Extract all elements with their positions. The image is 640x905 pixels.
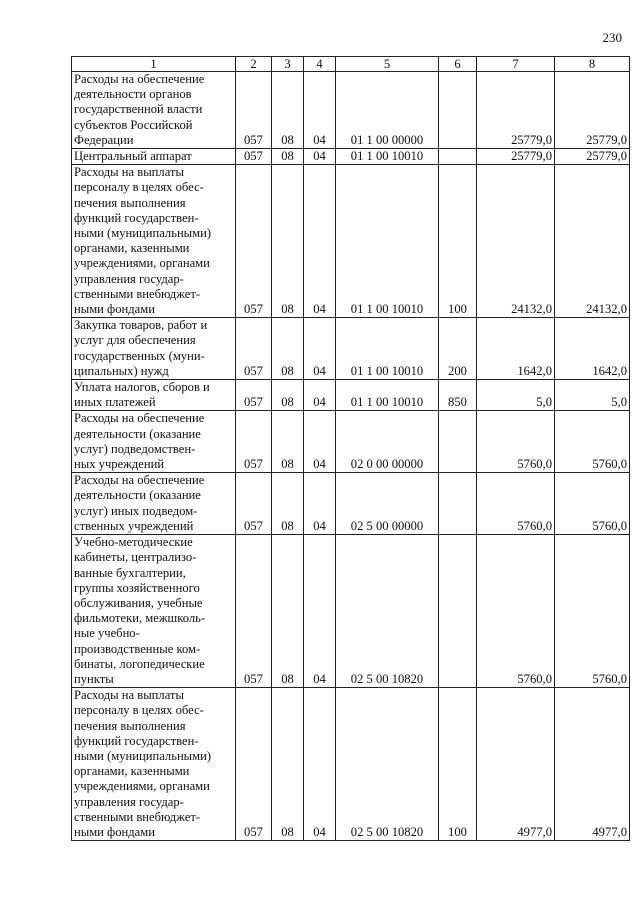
section-code-cell: 08 (272, 535, 304, 688)
ministry-code-cell: 057 (236, 165, 272, 318)
expense-name-line: услуг) иных подведом- (74, 503, 198, 518)
expense-name-cell (72, 149, 236, 165)
column-header: 8 (555, 57, 630, 72)
expense-name-line: ственными внебюджет- (74, 809, 201, 824)
table-row (72, 72, 630, 149)
expense-name-line: группы хозяйственного (74, 580, 200, 595)
amount-cell: 5760,0 (555, 411, 630, 473)
expense-name-line: пункты (74, 671, 114, 686)
budget-table (71, 56, 630, 841)
expense-name-line: субъектов Российской (74, 117, 193, 132)
expense-name-line: бинаты, логопедические (74, 656, 205, 671)
target-article-cell: 01 1 00 00000 (336, 72, 439, 149)
section-code-cell: 08 (272, 72, 304, 149)
amount-cell: 25779,0 (555, 149, 630, 165)
expense-name-cell (72, 688, 236, 841)
expense-name-line: Уплата налогов, сборов и (74, 380, 210, 395)
expense-name-cell (72, 380, 236, 411)
table-row (72, 165, 630, 318)
target-article-cell: 02 0 00 00000 (336, 411, 439, 473)
amount-cell: 5760,0 (555, 473, 630, 535)
column-header: 1 (72, 57, 236, 72)
target-article-cell: 02 5 00 10820 (336, 535, 439, 688)
subsection-code-cell: 04 (304, 688, 336, 841)
subsection-code-cell: 04 (304, 380, 336, 411)
section-code-cell: 08 (272, 165, 304, 318)
expense-name-line: ственными внебюджет- (74, 286, 201, 301)
amount-cell: 5760,0 (477, 411, 555, 473)
expense-name-cell (72, 535, 236, 688)
subsection-code-cell: 04 (304, 473, 336, 535)
expense-name-line: ными фондами (74, 302, 155, 317)
expense-name-line: управления государ- (74, 794, 184, 809)
expense-name-line: Расходы на обеспечение (74, 473, 205, 488)
expense-name-line: Центральный аппарат (74, 149, 192, 164)
expense-name-line: ными (муниципальными) (74, 226, 212, 241)
ministry-code-cell: 057 (236, 473, 272, 535)
expense-name-cell (72, 318, 236, 380)
amount-cell: 5,0 (555, 380, 630, 411)
amount-cell: 25779,0 (555, 72, 630, 149)
expense-name-line: фильмотеки, межшколь- (74, 611, 206, 626)
expense-name-line: ственных учреждений (74, 518, 194, 533)
target-article-cell: 02 5 00 10820 (336, 688, 439, 841)
expense-name-line: Расходы на выплаты (74, 688, 184, 703)
expense-name-line: Закупка товаров, работ и (74, 318, 208, 333)
amount-cell: 1642,0 (555, 318, 630, 380)
expense-name-line: кабинеты, централизо- (74, 550, 197, 565)
column-header: 5 (336, 57, 439, 72)
ministry-code-cell: 057 (236, 411, 272, 473)
table-row (72, 473, 630, 535)
expense-type-cell: 100 (439, 688, 477, 841)
expense-type-cell: 850 (439, 380, 477, 411)
expense-name-line: производственные ком- (74, 641, 201, 656)
expense-name-line: услуг для обеспечения (74, 333, 196, 348)
expense-name-line: персоналу в целях обес- (74, 703, 204, 718)
section-code-cell: 08 (272, 380, 304, 411)
amount-cell: 5,0 (477, 380, 555, 411)
subsection-code-cell: 04 (304, 318, 336, 380)
expense-type-cell (439, 411, 477, 473)
subsection-code-cell: 04 (304, 72, 336, 149)
amount-cell: 25779,0 (477, 72, 555, 149)
section-code-cell: 08 (272, 473, 304, 535)
ministry-code-cell: 057 (236, 688, 272, 841)
amount-cell: 5760,0 (477, 473, 555, 535)
section-code-cell: 08 (272, 411, 304, 473)
expense-name-line: Федерации (74, 132, 134, 147)
section-code-cell: 08 (272, 318, 304, 380)
subsection-code-cell: 04 (304, 411, 336, 473)
expense-name-line: деятельности (оказание (74, 488, 201, 503)
expense-type-cell: 200 (439, 318, 477, 380)
expense-name-line: государственной власти (74, 102, 203, 117)
amount-cell: 5760,0 (477, 535, 555, 688)
table-row (72, 688, 630, 841)
subsection-code-cell: 04 (304, 535, 336, 688)
table-row (72, 411, 630, 473)
expense-name-line: функций государствен- (74, 210, 199, 225)
expense-name-line: деятельности органов (74, 87, 192, 102)
table-row (72, 318, 630, 380)
expense-name-line: печения выполнения (74, 718, 186, 733)
target-article-cell: 01 1 00 10010 (336, 380, 439, 411)
expense-name-line: учреждениями, органами (74, 779, 210, 794)
ministry-code-cell: 057 (236, 149, 272, 165)
amount-cell: 25779,0 (477, 149, 555, 165)
expense-name-line: ные учебно- (74, 626, 140, 641)
expense-name-line: персоналу в целях обес- (74, 180, 204, 195)
expense-name-line: обслуживания, учебные (74, 595, 203, 610)
expense-name-cell (72, 411, 236, 473)
subsection-code-cell: 04 (304, 149, 336, 165)
table-row (72, 380, 630, 411)
expense-name-line: органами, казенными (74, 241, 190, 256)
expense-type-cell (439, 473, 477, 535)
amount-cell: 24132,0 (477, 165, 555, 318)
expense-type-cell (439, 72, 477, 149)
section-code-cell: 08 (272, 688, 304, 841)
expense-name-cell (72, 165, 236, 318)
table-row (72, 149, 630, 165)
amount-cell: 24132,0 (555, 165, 630, 318)
amount-cell: 4977,0 (555, 688, 630, 841)
amount-cell: 5760,0 (555, 535, 630, 688)
expense-name-line: Расходы на выплаты (74, 165, 184, 180)
expense-name-line: ных учреждений (74, 457, 165, 472)
ministry-code-cell: 057 (236, 380, 272, 411)
expense-name-line: иных платежей (74, 395, 156, 410)
expense-name-line: управления государ- (74, 271, 184, 286)
column-header: 7 (477, 57, 555, 72)
table-header-row (72, 57, 630, 72)
target-article-cell: 01 1 00 10010 (336, 149, 439, 165)
column-header: 3 (272, 57, 304, 72)
ministry-code-cell: 057 (236, 535, 272, 688)
expense-name-line: Расходы на обеспечение (74, 411, 205, 426)
expense-name-line: деятельности (оказание (74, 426, 201, 441)
expense-name-cell (72, 473, 236, 535)
expense-name-line: печения выполнения (74, 195, 186, 210)
target-article-cell: 01 1 00 10010 (336, 165, 439, 318)
column-header: 2 (236, 57, 272, 72)
target-article-cell: 01 1 00 10010 (336, 318, 439, 380)
expense-name-line: Расходы на обеспечение (74, 72, 205, 86)
ministry-code-cell: 057 (236, 318, 272, 380)
expense-type-cell (439, 149, 477, 165)
section-code-cell: 08 (272, 149, 304, 165)
ministry-code-cell: 057 (236, 72, 272, 149)
column-header: 4 (304, 57, 336, 72)
page-number: 230 (602, 30, 622, 45)
expense-name-line: функций государствен- (74, 733, 199, 748)
target-article-cell: 02 5 00 00000 (336, 473, 439, 535)
amount-cell: 1642,0 (477, 318, 555, 380)
expense-name-cell (72, 72, 236, 149)
expense-name-line: государственных (муни- (74, 348, 205, 363)
expense-name-line: учреждениями, органами (74, 256, 210, 271)
subsection-code-cell: 04 (304, 165, 336, 318)
expense-name-line: ными фондами (74, 824, 155, 839)
table-row (72, 535, 630, 688)
expense-type-cell (439, 535, 477, 688)
amount-cell: 4977,0 (477, 688, 555, 841)
expense-name-line: ными (муниципальными) (74, 748, 212, 763)
expense-name-line: Учебно-методические (74, 535, 193, 550)
expense-name-line: ванные бухгалтерии, (74, 565, 186, 580)
column-header: 6 (439, 57, 477, 72)
expense-name-line: органами, казенными (74, 764, 190, 779)
expense-type-cell: 100 (439, 165, 477, 318)
expense-name-line: ципальных) нужд (74, 363, 169, 378)
expense-name-line: услуг) подведомствен- (74, 441, 196, 456)
